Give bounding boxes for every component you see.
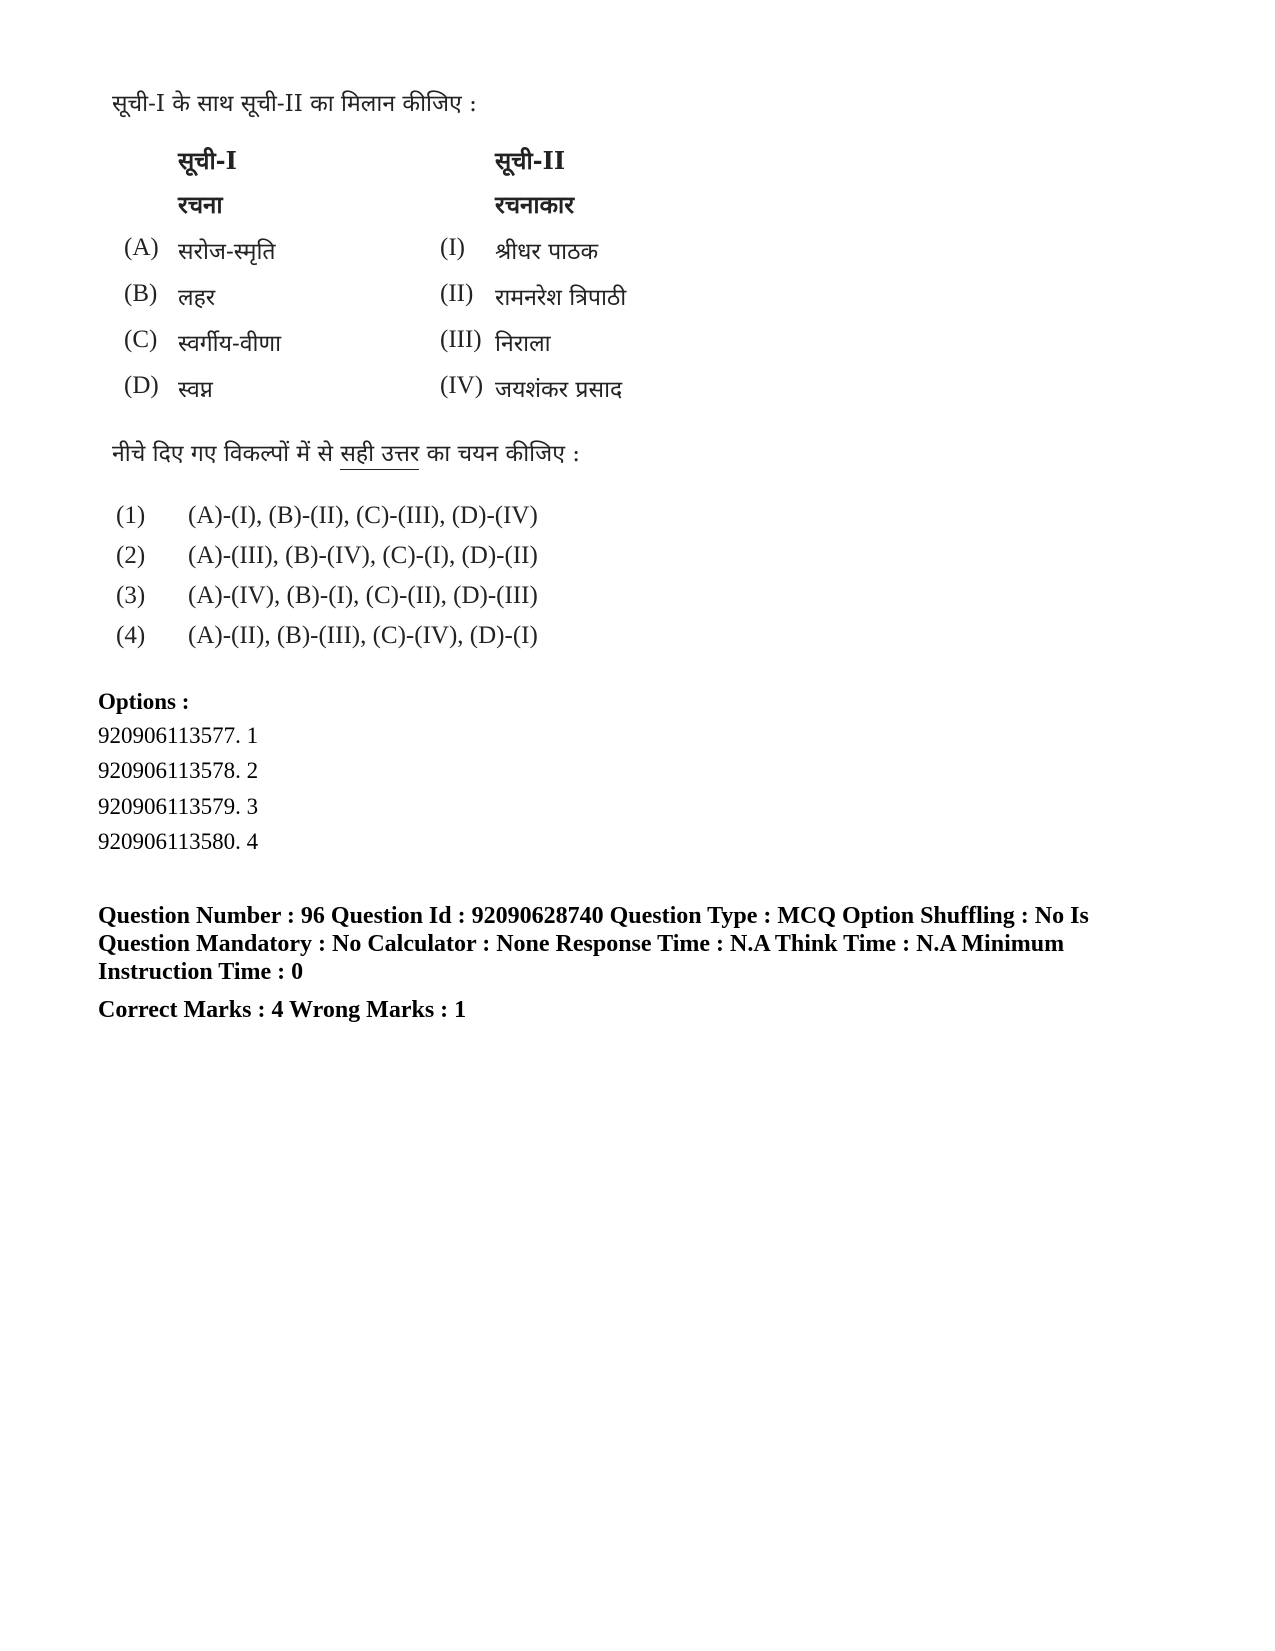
choose-underlined: सही उत्तर (340, 441, 419, 470)
options-heading: Options : (98, 689, 190, 714)
list2-item-iii: निराला (495, 331, 551, 357)
list2-item-iv: जयशंकर प्रसाद (495, 377, 623, 403)
question-image (100, 70, 700, 670)
list2-marker-i: (I) (440, 234, 465, 261)
list1-marker-d: (D) (124, 372, 159, 399)
list2-marker-iii: (III) (440, 326, 482, 353)
list2-marker-ii: (II) (440, 280, 474, 307)
choice-number-1: (1) (116, 502, 146, 529)
choose-suffix: का चयन कीजिए : (426, 441, 580, 467)
choice-text-4: (A)-(II), (B)-(III), (C)-(IV), (D)-(I) (188, 622, 538, 649)
list1-item-b: लहर (178, 285, 216, 311)
choice-number-3: (3) (116, 582, 146, 609)
choose-instruction (112, 436, 580, 468)
list2-marker-iv: (IV) (440, 372, 484, 399)
list2-title: सूची-II (495, 146, 566, 175)
list1-item-a: सरोज-स्मृति (178, 239, 276, 265)
list1-marker-c: (C) (124, 326, 158, 353)
list1-item-d: स्वप्न (178, 377, 213, 403)
list1-item-c: स्वर्गीय-वीणा (178, 331, 282, 357)
options-section (98, 688, 258, 856)
list1-marker-b: (B) (124, 280, 158, 307)
question-instruction: सूची-I के साथ सूची-II का मिलान कीजिए : (112, 91, 477, 117)
question-marks: Correct Marks : 4 Wrong Marks : 1 (98, 997, 467, 1023)
list2-subtitle: रचनाकार (495, 190, 575, 219)
question-info: Question Number : 96 Question Id : 92090628740 Question Type : MCQ Option Shuffling : No Is Question Mandatory : No Calculator : None Response Time : N.A Think Time : N.A Minimum Instruction Time : 0 (98, 903, 1089, 985)
choice-text-3: (A)-(IV), (B)-(I), (C)-(II), (D)-(III) (188, 582, 538, 609)
choice-text-2: (A)-(III), (B)-(IV), (C)-(I), (D)-(II) (188, 542, 538, 569)
option-row-1: 920906113577. 1 (98, 722, 259, 748)
list2-item-ii: रामनरेश त्रिपाठी (495, 285, 627, 311)
option-row-3: 920906113579. 3 (98, 793, 259, 819)
choose-prefix: नीचे दिए गए विकल्पों में से (112, 441, 334, 467)
choice-number-2: (2) (116, 542, 146, 569)
choice-text-1: (A)-(I), (B)-(II), (C)-(III), (D)-(IV) (188, 502, 538, 529)
list2-item-i: श्रीधर पाठक (495, 239, 599, 265)
option-row-2: 920906113578. 2 (98, 758, 259, 784)
list1-title: सूची-I (178, 146, 237, 175)
option-row-4: 920906113580. 4 (98, 829, 259, 855)
list1-subtitle: रचना (178, 190, 223, 219)
list1-marker-a: (A) (124, 234, 159, 261)
choice-number-4: (4) (116, 622, 146, 649)
